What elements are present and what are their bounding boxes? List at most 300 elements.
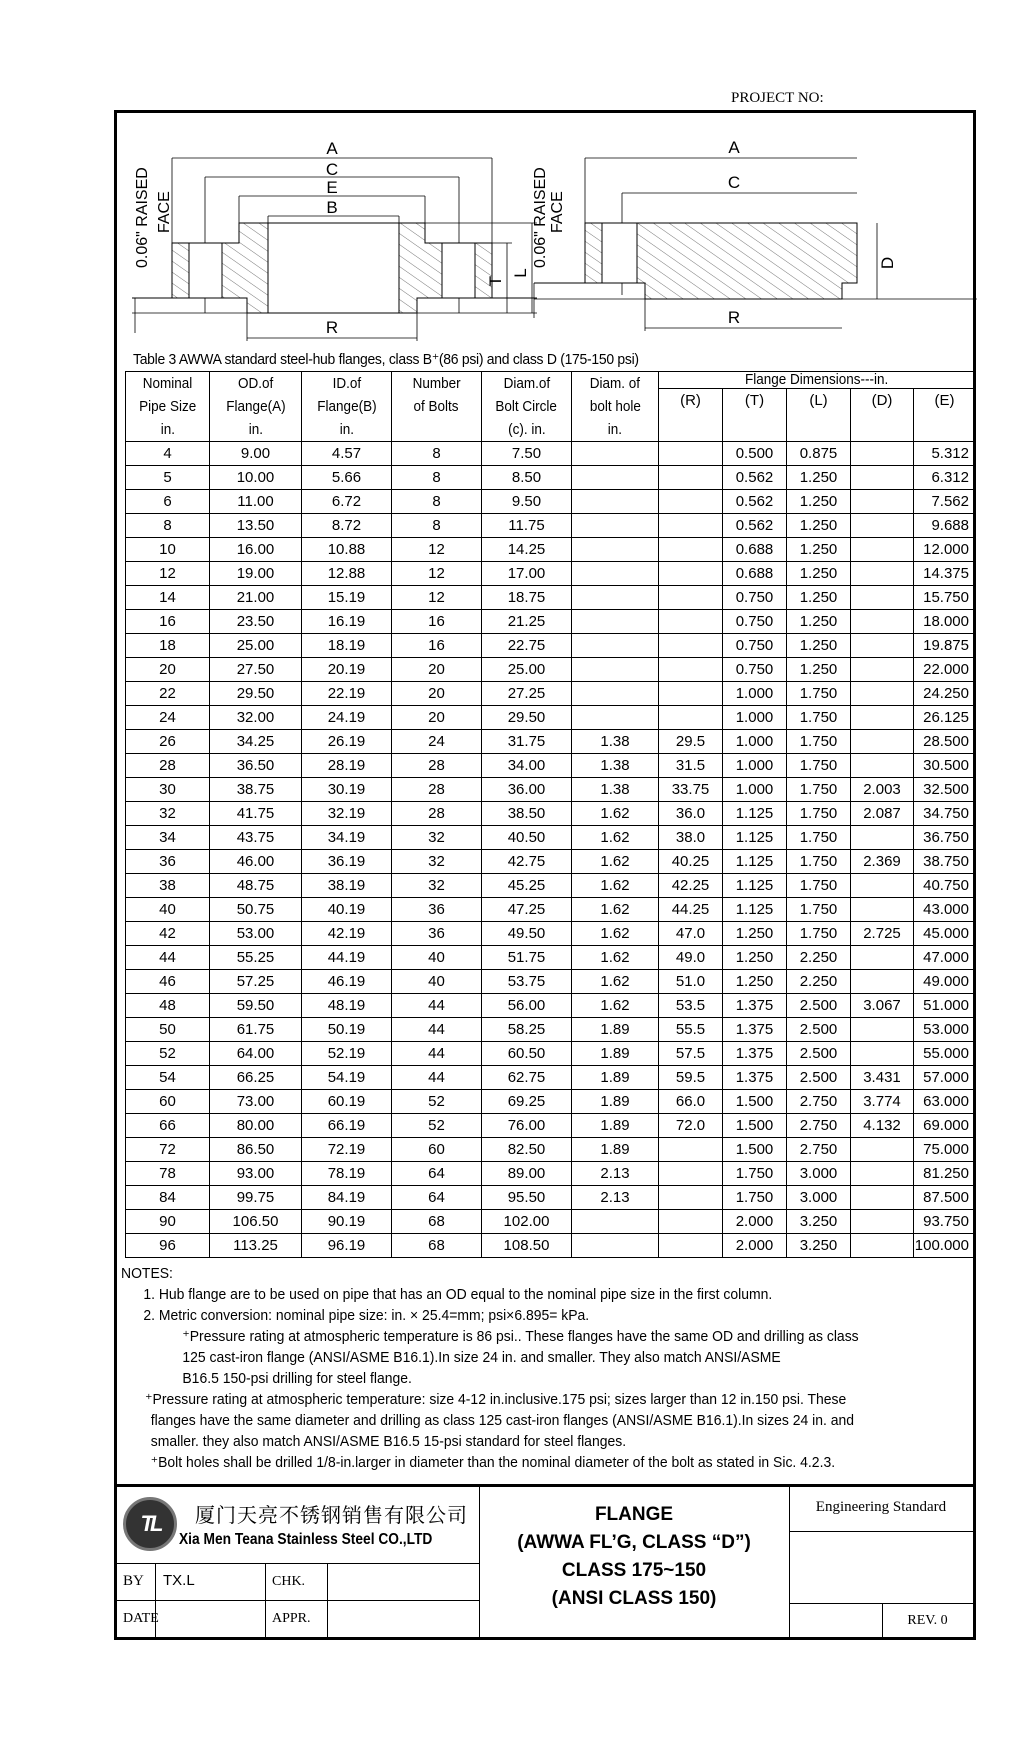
table-cell: 1.750 bbox=[787, 874, 851, 898]
table-cell: 1.125 bbox=[723, 850, 787, 874]
table-cell: 48.75 bbox=[210, 874, 302, 898]
table-cell: 3.000 bbox=[787, 1162, 851, 1186]
table-cell: 78 bbox=[126, 1162, 210, 1186]
table-cell bbox=[659, 610, 723, 634]
table-cell: 66 bbox=[126, 1114, 210, 1138]
table-cell: 1.62 bbox=[572, 946, 659, 970]
table-cell: 33.75 bbox=[659, 778, 723, 802]
svg-text:A: A bbox=[326, 139, 338, 158]
flange-drawings bbox=[117, 113, 973, 348]
table-cell: 72.19 bbox=[302, 1138, 392, 1162]
note-footnote-d-1: ⁺Pressure rating at atmospheric temperature: size 4-12 in.inclusive.175 psi; sizes larger than 12 in.150 psi. These bbox=[145, 1391, 847, 1408]
table-cell: 40.750 bbox=[914, 874, 976, 898]
table-cell: 0.562 bbox=[723, 490, 787, 514]
table-cell: 8.72 bbox=[302, 514, 392, 538]
table-cell: 1.125 bbox=[723, 802, 787, 826]
table-cell bbox=[572, 538, 659, 562]
table-cell bbox=[659, 706, 723, 730]
table-cell: 8 bbox=[126, 514, 210, 538]
svg-text:B: B bbox=[326, 198, 338, 217]
table-cell bbox=[659, 1162, 723, 1186]
table-cell: 21.25 bbox=[482, 610, 572, 634]
notes-title: NOTES: bbox=[121, 1265, 173, 1282]
table-row bbox=[126, 1186, 976, 1210]
table-cell: 20 bbox=[126, 658, 210, 682]
table-cell: 1.89 bbox=[572, 1066, 659, 1090]
table-row bbox=[126, 778, 976, 802]
table-cell: 1.250 bbox=[787, 586, 851, 610]
header-r: (R) bbox=[659, 389, 723, 442]
table-cell: 28 bbox=[392, 754, 482, 778]
table-cell: 2.750 bbox=[787, 1090, 851, 1114]
table-cell bbox=[659, 1210, 723, 1234]
table-cell: 1.62 bbox=[572, 802, 659, 826]
table-cell: 7.562 bbox=[914, 490, 976, 514]
table-cell: 6 bbox=[126, 490, 210, 514]
header-e: (E) bbox=[914, 389, 976, 442]
drawing-title bbox=[479, 1501, 789, 1613]
table-cell: 48.19 bbox=[302, 994, 392, 1018]
table-cell: 52 bbox=[126, 1042, 210, 1066]
table-cell: 1.89 bbox=[572, 1042, 659, 1066]
table-cell: 2.750 bbox=[787, 1114, 851, 1138]
table-row bbox=[126, 562, 976, 586]
project-number-label: PROJECT NO: bbox=[731, 90, 824, 106]
table-cell: 30.500 bbox=[914, 754, 976, 778]
table-cell: 20.19 bbox=[302, 658, 392, 682]
header-od: OD.of Flange(A) in. bbox=[210, 372, 302, 442]
table-cell: 1.89 bbox=[572, 1114, 659, 1138]
table-row bbox=[126, 898, 976, 922]
table-cell: 12 bbox=[392, 586, 482, 610]
table-cell: 14.25 bbox=[482, 538, 572, 562]
table-cell: 59.5 bbox=[659, 1066, 723, 1090]
table-cell bbox=[659, 466, 723, 490]
table-row bbox=[126, 1210, 976, 1234]
header-l: (L) bbox=[787, 389, 851, 442]
table-cell: 36.0 bbox=[659, 802, 723, 826]
table-cell: 1.250 bbox=[787, 610, 851, 634]
table-cell: 4.132 bbox=[851, 1114, 914, 1138]
table-row bbox=[126, 1114, 976, 1138]
table-cell: 28 bbox=[392, 802, 482, 826]
table-cell: 64 bbox=[392, 1162, 482, 1186]
table-cell bbox=[851, 1138, 914, 1162]
table-cell: 12 bbox=[126, 562, 210, 586]
table-cell: 60.50 bbox=[482, 1042, 572, 1066]
table-cell bbox=[851, 706, 914, 730]
table-cell: 1.250 bbox=[787, 562, 851, 586]
table-cell: 55.000 bbox=[914, 1042, 976, 1066]
table-cell: 16 bbox=[392, 634, 482, 658]
table-cell: 40.50 bbox=[482, 826, 572, 850]
table-cell: 32 bbox=[392, 850, 482, 874]
table-cell bbox=[572, 634, 659, 658]
header-bolts: Number of Bolts bbox=[392, 372, 482, 442]
table-cell bbox=[659, 658, 723, 682]
table-row bbox=[126, 442, 976, 466]
table-cell: 8 bbox=[392, 466, 482, 490]
svg-text:E: E bbox=[326, 178, 338, 197]
table-cell: 0.688 bbox=[723, 562, 787, 586]
table-cell: 90 bbox=[126, 1210, 210, 1234]
table-cell: 1.38 bbox=[572, 778, 659, 802]
table-cell: 13.50 bbox=[210, 514, 302, 538]
table-cell: 29.50 bbox=[210, 682, 302, 706]
table-cell: 44.19 bbox=[302, 946, 392, 970]
table-cell: 32 bbox=[392, 826, 482, 850]
table-cell: 12 bbox=[392, 538, 482, 562]
table-row bbox=[126, 802, 976, 826]
table-row bbox=[126, 706, 976, 730]
table-cell: 34 bbox=[126, 826, 210, 850]
table-row bbox=[126, 586, 976, 610]
table-row bbox=[126, 1234, 976, 1258]
table-cell: 32.500 bbox=[914, 778, 976, 802]
table-cell: 2.500 bbox=[787, 1042, 851, 1066]
table-cell: 44 bbox=[392, 994, 482, 1018]
table-cell bbox=[572, 562, 659, 586]
raised-face-label: 0.06" RAISED bbox=[532, 167, 549, 268]
table-cell bbox=[851, 514, 914, 538]
engineering-standard-label: Engineering Standard bbox=[815, 1499, 947, 1515]
note-footnote-b-2: 125 cast-iron flange (ANSI/ASME B16.1).In size 24 in. and smaller. They also match ANSI/ASME bbox=[182, 1349, 781, 1366]
table-cell: 53.00 bbox=[210, 922, 302, 946]
table-cell: 1.500 bbox=[723, 1138, 787, 1162]
table-cell: 46 bbox=[126, 970, 210, 994]
table-cell bbox=[572, 682, 659, 706]
table-cell bbox=[572, 658, 659, 682]
table-row bbox=[126, 1018, 976, 1042]
revision-label: REV. 0 bbox=[907, 1613, 948, 1628]
title-line-1: FLANGE bbox=[594, 1504, 674, 1525]
table-cell: 1.000 bbox=[723, 682, 787, 706]
table-cell: 10.00 bbox=[210, 466, 302, 490]
table-cell: 21.00 bbox=[210, 586, 302, 610]
table-cell: 28.500 bbox=[914, 730, 976, 754]
table-cell bbox=[572, 1234, 659, 1258]
table-cell: 0.500 bbox=[723, 442, 787, 466]
table-cell: 40.25 bbox=[659, 850, 723, 874]
table-cell: 34.750 bbox=[914, 802, 976, 826]
table-cell: 69.000 bbox=[914, 1114, 976, 1138]
table-cell bbox=[659, 442, 723, 466]
table-cell bbox=[659, 514, 723, 538]
table-cell: 1.750 bbox=[787, 922, 851, 946]
table-cell: 1.750 bbox=[787, 826, 851, 850]
table-cell: 0.750 bbox=[723, 634, 787, 658]
table-cell: 38.0 bbox=[659, 826, 723, 850]
table-cell: 8 bbox=[392, 514, 482, 538]
drawing-frame bbox=[114, 110, 976, 1640]
table-cell: 1.375 bbox=[723, 1066, 787, 1090]
table-cell bbox=[851, 1210, 914, 1234]
table-cell: 22.75 bbox=[482, 634, 572, 658]
face-label: FACE bbox=[549, 191, 566, 233]
table-cell: 0.562 bbox=[723, 466, 787, 490]
table-cell: 1.000 bbox=[723, 706, 787, 730]
table-row bbox=[126, 970, 976, 994]
table-cell: 36.750 bbox=[914, 826, 976, 850]
header-bolt-circle: Diam.of Bolt Circle (c). in. bbox=[482, 372, 572, 442]
table-row bbox=[126, 1066, 976, 1090]
table-cell: 1.375 bbox=[723, 1042, 787, 1066]
table-cell: 40 bbox=[392, 970, 482, 994]
table-cell: 57.000 bbox=[914, 1066, 976, 1090]
table-cell: 53.75 bbox=[482, 970, 572, 994]
table-cell: 99.75 bbox=[210, 1186, 302, 1210]
table-cell: 27.25 bbox=[482, 682, 572, 706]
table-cell: 18.19 bbox=[302, 634, 392, 658]
company-name-cn: 厦门天亮不锈钢销售有限公司 bbox=[195, 1505, 468, 1527]
header-d: (D) bbox=[851, 389, 914, 442]
table-cell: 0.875 bbox=[787, 442, 851, 466]
table-row bbox=[126, 538, 976, 562]
table-cell: 47.000 bbox=[914, 946, 976, 970]
table-cell: 28.19 bbox=[302, 754, 392, 778]
table-cell: 1.250 bbox=[787, 658, 851, 682]
note-footnote-d-2: flanges have the same diameter and drilling as class 125 cast-iron flanges (ANSI/ASME B16.1).In sizes 24 in. and bbox=[150, 1412, 855, 1429]
table-cell: 50.75 bbox=[210, 898, 302, 922]
header-bolt-hole: Diam. of bolt hole in. bbox=[572, 372, 659, 442]
table-cell: 3.774 bbox=[851, 1090, 914, 1114]
table-cell bbox=[572, 610, 659, 634]
table-cell: 1.62 bbox=[572, 994, 659, 1018]
table-cell: 62.75 bbox=[482, 1066, 572, 1090]
table-cell: 14.375 bbox=[914, 562, 976, 586]
table-cell: 40.19 bbox=[302, 898, 392, 922]
header-t: (T) bbox=[723, 389, 787, 442]
table-cell: 5.66 bbox=[302, 466, 392, 490]
table-row bbox=[126, 1090, 976, 1114]
svg-text:T: T bbox=[486, 275, 505, 287]
table-cell: 34.19 bbox=[302, 826, 392, 850]
table-cell: 19.00 bbox=[210, 562, 302, 586]
svg-text:L: L bbox=[511, 268, 530, 278]
table-cell: 46.19 bbox=[302, 970, 392, 994]
table-cell: 24.250 bbox=[914, 682, 976, 706]
table-cell bbox=[851, 1018, 914, 1042]
table-cell: 0.750 bbox=[723, 586, 787, 610]
table-cell: 8.50 bbox=[482, 466, 572, 490]
note-2: 2. Metric conversion: nominal pipe size: in. × 25.4=mm; psi×6.895= kPa. bbox=[143, 1307, 590, 1324]
table-cell: 52.19 bbox=[302, 1042, 392, 1066]
svg-text:C: C bbox=[325, 160, 339, 179]
note-footnote-d-3: smaller. they also match ANSI/ASME B16.5 15-psi standard for steel flanges. bbox=[150, 1433, 627, 1450]
table-cell: 57.25 bbox=[210, 970, 302, 994]
table-cell: 1.250 bbox=[723, 922, 787, 946]
table-cell: 102.00 bbox=[482, 1210, 572, 1234]
table-cell: 1.000 bbox=[723, 754, 787, 778]
table-cell: 1.250 bbox=[787, 634, 851, 658]
table-cell: 20 bbox=[392, 658, 482, 682]
table-cell: 3.067 bbox=[851, 994, 914, 1018]
table-cell: 16 bbox=[392, 610, 482, 634]
table-row bbox=[126, 826, 976, 850]
table-cell: 25.00 bbox=[210, 634, 302, 658]
table-cell: 15.750 bbox=[914, 586, 976, 610]
table-row bbox=[126, 754, 976, 778]
table-cell: 10.88 bbox=[302, 538, 392, 562]
table-cell: 14 bbox=[126, 586, 210, 610]
table-cell bbox=[659, 1186, 723, 1210]
table-cell: 1.125 bbox=[723, 898, 787, 922]
table-cell bbox=[659, 1138, 723, 1162]
table-cell: 22.19 bbox=[302, 682, 392, 706]
table-cell: 1.62 bbox=[572, 970, 659, 994]
table-cell: 10 bbox=[126, 538, 210, 562]
flange-spec-table bbox=[125, 371, 976, 1258]
table-cell bbox=[851, 874, 914, 898]
table-cell: 26.19 bbox=[302, 730, 392, 754]
table-cell: 9.688 bbox=[914, 514, 976, 538]
table-cell: 89.00 bbox=[482, 1162, 572, 1186]
table-cell: 5 bbox=[126, 466, 210, 490]
table-cell: 20 bbox=[392, 706, 482, 730]
date-label: DATE bbox=[123, 1611, 159, 1626]
table-cell: 48 bbox=[126, 994, 210, 1018]
table-cell: 26.125 bbox=[914, 706, 976, 730]
svg-text:R: R bbox=[325, 318, 339, 337]
table-cell: 32.00 bbox=[210, 706, 302, 730]
notes-section bbox=[121, 1263, 971, 1473]
table-cell: 0.562 bbox=[723, 514, 787, 538]
logo-letters: TL bbox=[140, 1511, 160, 1536]
header-id: ID.of Flange(B) in. bbox=[302, 372, 392, 442]
table-cell: 31.5 bbox=[659, 754, 723, 778]
table-cell bbox=[572, 1210, 659, 1234]
table-cell: 18.000 bbox=[914, 610, 976, 634]
table-cell: 60 bbox=[392, 1138, 482, 1162]
table-cell: 12.000 bbox=[914, 538, 976, 562]
table-row bbox=[126, 490, 976, 514]
table-cell bbox=[659, 538, 723, 562]
table-cell: 66.0 bbox=[659, 1090, 723, 1114]
table-cell: 3.000 bbox=[787, 1186, 851, 1210]
table-cell: 11.00 bbox=[210, 490, 302, 514]
table-cell: 6.72 bbox=[302, 490, 392, 514]
table-cell: 36.19 bbox=[302, 850, 392, 874]
table-cell: 1.750 bbox=[787, 754, 851, 778]
company-logo bbox=[123, 1497, 177, 1551]
table-row bbox=[126, 610, 976, 634]
table-row bbox=[126, 634, 976, 658]
table-row bbox=[126, 730, 976, 754]
table-cell: 1.750 bbox=[787, 682, 851, 706]
table-cell: 73.00 bbox=[210, 1090, 302, 1114]
table-cell: 1.62 bbox=[572, 850, 659, 874]
table-row bbox=[126, 1162, 976, 1186]
table-cell: 2.000 bbox=[723, 1210, 787, 1234]
table-cell: 52 bbox=[392, 1114, 482, 1138]
table-cell: 44 bbox=[126, 946, 210, 970]
table-cell: 2.250 bbox=[787, 946, 851, 970]
table-cell: 69.25 bbox=[482, 1090, 572, 1114]
table-cell: 100.000 bbox=[914, 1234, 976, 1258]
table-cell: 60.19 bbox=[302, 1090, 392, 1114]
table-cell: 42 bbox=[126, 922, 210, 946]
table-cell: 43.000 bbox=[914, 898, 976, 922]
table-cell: 36 bbox=[392, 922, 482, 946]
title-line-4: (ANSI CLASS 150) bbox=[551, 1588, 717, 1609]
table-row bbox=[126, 466, 976, 490]
table-cell bbox=[659, 490, 723, 514]
table-cell: 36 bbox=[392, 898, 482, 922]
table-cell: 55.5 bbox=[659, 1018, 723, 1042]
table-cell bbox=[851, 754, 914, 778]
table-cell: 20 bbox=[392, 682, 482, 706]
table-cell: 59.50 bbox=[210, 994, 302, 1018]
table-cell: 1.750 bbox=[787, 730, 851, 754]
table-cell: 75.000 bbox=[914, 1138, 976, 1162]
table-cell: 64 bbox=[392, 1186, 482, 1210]
table-cell: 43.75 bbox=[210, 826, 302, 850]
table-cell: 25.00 bbox=[482, 658, 572, 682]
table-cell: 9.50 bbox=[482, 490, 572, 514]
table-cell: 36 bbox=[126, 850, 210, 874]
table-cell: 1.750 bbox=[787, 778, 851, 802]
table-cell: 1.000 bbox=[723, 778, 787, 802]
table-cell: 49.50 bbox=[482, 922, 572, 946]
table-row bbox=[126, 922, 976, 946]
table-cell: 16 bbox=[126, 610, 210, 634]
table-cell: 1.000 bbox=[723, 730, 787, 754]
table-cell: 22 bbox=[126, 682, 210, 706]
table-cell: 54 bbox=[126, 1066, 210, 1090]
table-cell: 1.375 bbox=[723, 1018, 787, 1042]
table-cell bbox=[851, 898, 914, 922]
table-cell: 78.19 bbox=[302, 1162, 392, 1186]
table-cell: 64.00 bbox=[210, 1042, 302, 1066]
table-cell: 46.00 bbox=[210, 850, 302, 874]
table-cell: 96 bbox=[126, 1234, 210, 1258]
table-row bbox=[126, 946, 976, 970]
table-cell: 0.750 bbox=[723, 658, 787, 682]
table-cell: 2.003 bbox=[851, 778, 914, 802]
svg-text:R: R bbox=[727, 308, 741, 327]
table-cell: 1.500 bbox=[723, 1090, 787, 1114]
table-cell: 1.62 bbox=[572, 826, 659, 850]
table-cell bbox=[659, 682, 723, 706]
svg-text:A: A bbox=[728, 138, 740, 157]
table-cell: 2.750 bbox=[787, 1138, 851, 1162]
table-cell: 1.38 bbox=[572, 754, 659, 778]
table-cell: 51.0 bbox=[659, 970, 723, 994]
table-cell: 49.000 bbox=[914, 970, 976, 994]
table-cell bbox=[851, 826, 914, 850]
table-cell: 53.5 bbox=[659, 994, 723, 1018]
table-cell: 38.75 bbox=[210, 778, 302, 802]
table-cell: 51.000 bbox=[914, 994, 976, 1018]
table-row bbox=[126, 994, 976, 1018]
table-cell: 2.000 bbox=[723, 1234, 787, 1258]
table-cell: 1.250 bbox=[723, 970, 787, 994]
table-cell: 1.375 bbox=[723, 994, 787, 1018]
table-cell: 60 bbox=[126, 1090, 210, 1114]
table-cell: 28 bbox=[126, 754, 210, 778]
table-row bbox=[126, 514, 976, 538]
table-cell: 1.250 bbox=[787, 538, 851, 562]
table-cell: 2.13 bbox=[572, 1162, 659, 1186]
table-cell: 26 bbox=[126, 730, 210, 754]
table-row bbox=[126, 850, 976, 874]
table-cell: 44 bbox=[392, 1066, 482, 1090]
table-row bbox=[126, 1138, 976, 1162]
table-cell: 68 bbox=[392, 1210, 482, 1234]
table-cell: 1.89 bbox=[572, 1090, 659, 1114]
table-cell: 0.750 bbox=[723, 610, 787, 634]
table-cell: 45.000 bbox=[914, 922, 976, 946]
